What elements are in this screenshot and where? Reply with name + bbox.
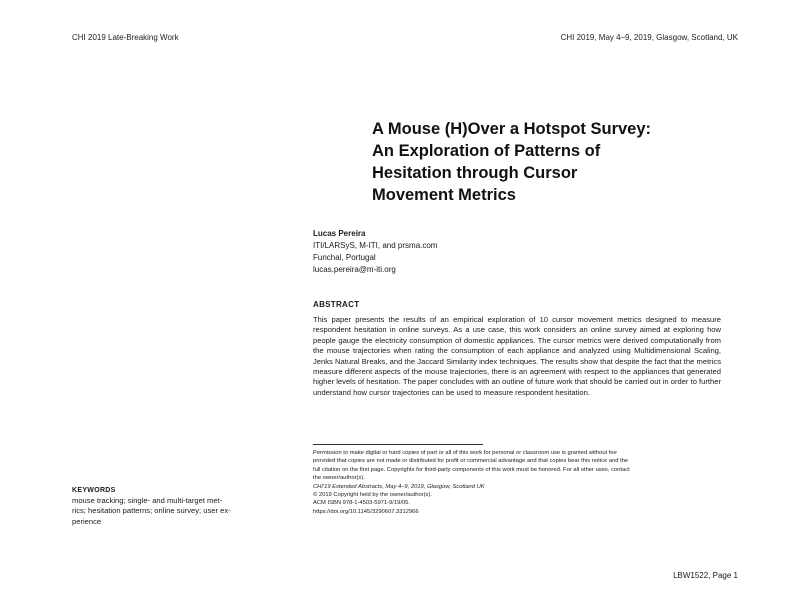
keywords-heading: KEYWORDS bbox=[72, 487, 116, 494]
keywords-line: rics; hesitation patterns; online survey; user ex- bbox=[72, 506, 231, 516]
running-header-right: CHI 2019, May 4–9, 2019, Glasgow, Scotland, UK bbox=[560, 33, 738, 42]
abstract-text: This paper presents the results of an empirical exploration of 10 cursor movement metrics designed to measure respondent hesitation in online surveys. As a use case, this work considers an online survey aimed at exploring how people gauge the electricity consumption of domestic appliances. The cursor metrics were derived computationally from the mouse trajectories when rating the consumption of each appliance and analyzed using Multidimensional Scaling, Jenks Natural Breaks, and the Jaccard Similarity index techniques. The results show that despite the fact that the metrics measure different aspects of the mouse trajectories, there is an agreement with respect to the appliances that generated higher levels of hesitation. The paper concludes with an outline of future work that should be carried out in order to further understand how cursor trajectories can be used to measure respondent hesitation. bbox=[313, 315, 721, 397]
title-line: Movement Metrics bbox=[372, 186, 516, 204]
permission-line: Permission to make digital or hard copies of part or all of this work for personal or classroom use is granted without fee bbox=[313, 450, 617, 456]
author-block bbox=[313, 228, 437, 276]
isbn-line: ACM ISBN 978-1-4503-5971-9/19/05. bbox=[313, 500, 410, 507]
page-footer: LBW1522, Page 1 bbox=[673, 571, 738, 580]
author-location: Funchal, Portugal bbox=[313, 253, 376, 262]
permission-line: provided that copies are not made or distributed for profit or commercial advantage and that copies bear this notice and the bbox=[313, 458, 629, 465]
keywords-line: perience bbox=[72, 516, 102, 526]
title-line: An Exploration of Patterns of bbox=[372, 142, 601, 160]
author-affiliation: ITI/LARSyS, M-ITI, and prsma.com bbox=[313, 241, 438, 250]
keywords-line: mouse tracking; single- and multi-target met- bbox=[72, 496, 223, 505]
author-name: Lucas Pereira bbox=[313, 229, 366, 238]
footnote-rule bbox=[313, 444, 483, 445]
copyright-line: © 2019 Copyright held by the owner/author(s). bbox=[313, 492, 432, 499]
conference-line: CHI'19 Extended Abstracts, May 4–9, 2019, Glasgow, Scotland UK bbox=[313, 483, 485, 490]
title-line: Hesitation through Cursor bbox=[372, 164, 578, 182]
keywords-text bbox=[72, 496, 252, 527]
permission-line: full citation on the first page. Copyrights for third-party components of this work must be honored. For all other uses, contact bbox=[313, 466, 630, 473]
permission-block bbox=[313, 449, 721, 516]
doi-line: https://doi.org/10.1145/3290607.3312966 bbox=[313, 508, 419, 515]
permission-line: the owner/author(s). bbox=[313, 475, 365, 482]
abstract-heading: ABSTRACT bbox=[313, 300, 360, 309]
running-header-left: CHI 2019 Late-Breaking Work bbox=[72, 33, 179, 42]
author-email: lucas.pereira@m-iti.org bbox=[313, 265, 396, 274]
paper-title bbox=[372, 118, 712, 206]
title-line: A Mouse (H)Over a Hotspot Survey: bbox=[372, 120, 652, 138]
